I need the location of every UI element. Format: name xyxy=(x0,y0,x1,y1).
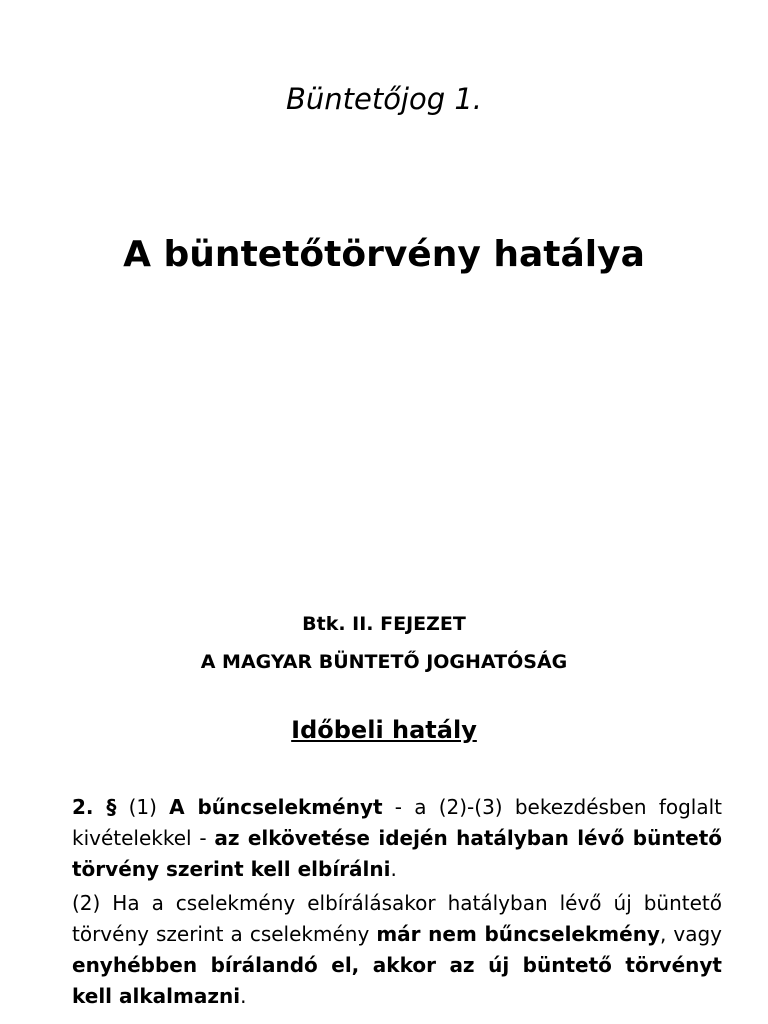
paragraph-bold-text: az elkövetése idején hatályban lévő büntető törvény szerint kell elbírálni xyxy=(72,826,722,881)
paragraph-bold-text: A bűncselekményt xyxy=(169,795,383,819)
section-mark: 2. § xyxy=(72,795,117,819)
paragraph-text: (2) Ha a cselekmény elbírálásakor hatályban lévő új büntető törvény szerint a cselekmény xyxy=(72,891,722,946)
paragraph-2 xyxy=(72,888,722,1012)
paragraph-text: - a (2)-(3) bekezdésben foglalt kivételekkel - xyxy=(72,795,723,850)
chapter-number: Btk. II. FEJEZET xyxy=(302,613,466,635)
document-body xyxy=(72,792,722,1015)
paragraph-bold-text: már nem bűncselekmény xyxy=(376,922,660,946)
page-title: A büntetőtörvény hatálya xyxy=(123,234,645,275)
paragraph-text: . xyxy=(390,857,397,881)
paragraph-text: . xyxy=(240,984,247,1008)
paragraph-text: , vagy xyxy=(659,922,722,946)
paragraph-bold-text: enyhébben bírálandó el, akkor az új büntető törvényt kell alkalmazni xyxy=(72,953,722,1008)
subject-title: Büntetőjog 1. xyxy=(285,82,483,116)
paragraph-text: (1) xyxy=(116,795,170,819)
section-heading: Időbeli hatály xyxy=(291,716,477,744)
chapter-heading xyxy=(0,605,768,681)
paragraph-1 xyxy=(72,792,722,885)
chapter-title: A MAGYAR BÜNTETŐ JOGHATÓSÁG xyxy=(200,651,568,673)
